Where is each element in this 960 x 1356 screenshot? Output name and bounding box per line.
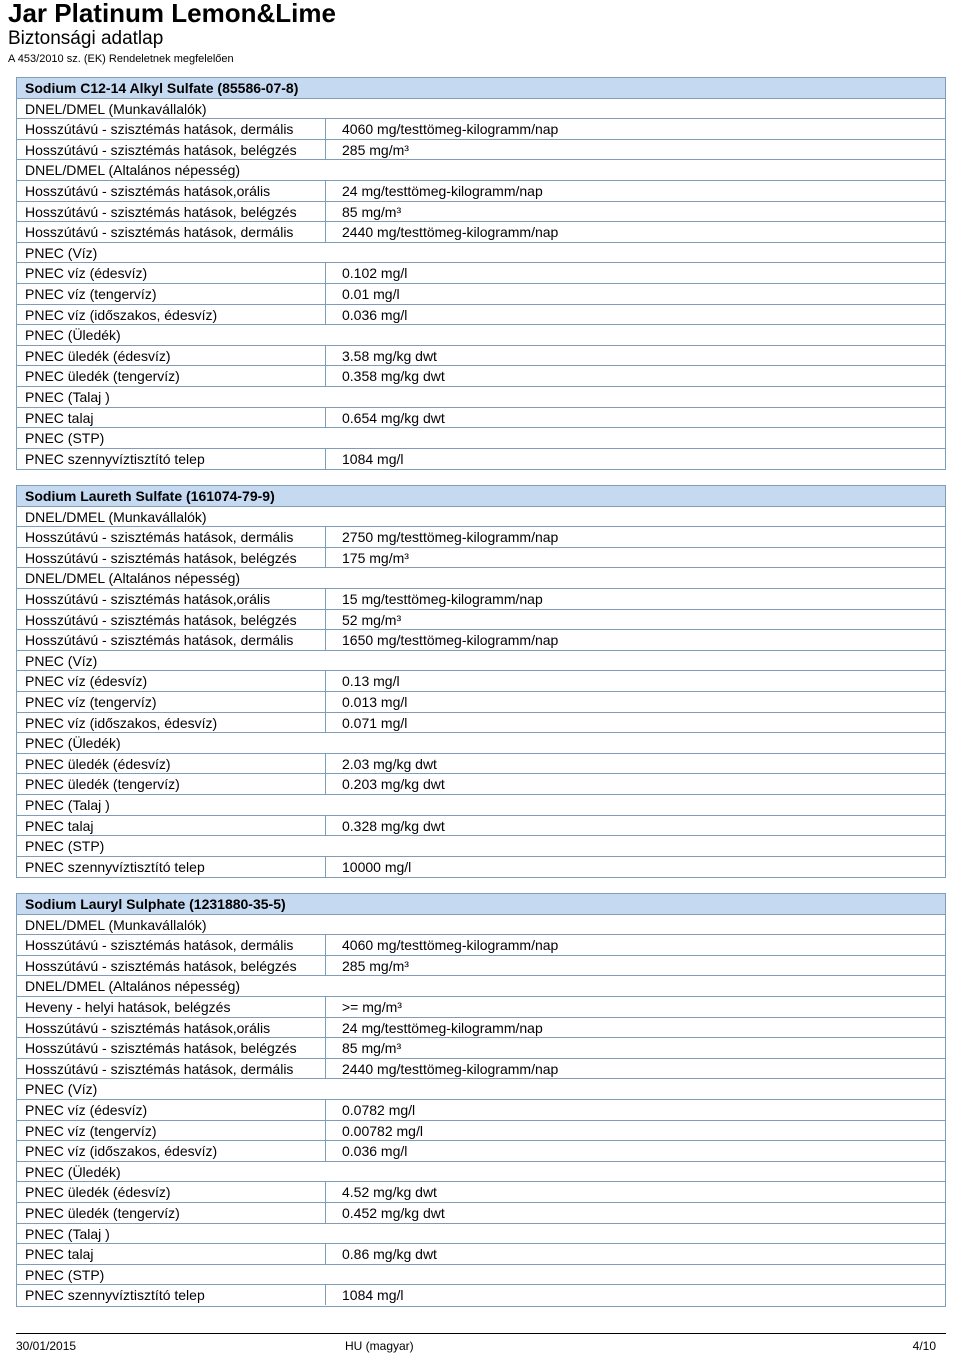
parameter-value: 0.036 mg/l [325, 1141, 407, 1161]
parameter-label: PNEC üledék (édesvíz) [25, 755, 171, 772]
parameter-row [17, 305, 945, 326]
parameter-value: 85 mg/m³ [325, 1038, 401, 1058]
parameter-value: 0.00782 mg/l [325, 1121, 423, 1141]
parameter-row [17, 1182, 945, 1203]
parameter-row [17, 1059, 945, 1080]
parameter-row [17, 997, 945, 1018]
parameter-label: PNEC szennyvíztisztító telep [25, 858, 205, 875]
substance-title-row [17, 894, 945, 915]
substance-table [16, 77, 946, 470]
category-label: DNEL/DMEL (Altalános népesség) [25, 978, 241, 995]
parameter-label: Hosszútávú - szisztémás hatások, dermális [25, 121, 294, 138]
parameter-label: Hosszútávú - szisztémás hatások, dermális [25, 1060, 294, 1077]
parameter-label: PNEC üledék (tengervíz) [25, 368, 180, 385]
parameter-row [17, 346, 945, 367]
parameter-value: 0.13 mg/l [325, 671, 400, 691]
parameter-label: Hosszútávú - szisztémás hatások, belégzés [25, 141, 297, 158]
parameter-label: Heveny - helyi hatások, belégzés [25, 998, 231, 1015]
parameter-label: PNEC víz (édesvíz) [25, 673, 148, 690]
regulation-note: A 453/2010 sz. (EK) Rendeletnek megfelelően [8, 53, 234, 65]
parameter-value: 4060 mg/testtömeg-kilogramm/nap [325, 119, 558, 139]
parameter-row [17, 119, 945, 140]
parameter-row [17, 774, 945, 795]
parameter-row [17, 1244, 945, 1265]
parameter-label: PNEC víz (édesvíz) [25, 1101, 148, 1118]
parameter-value: >= mg/m³ [325, 997, 402, 1017]
substance-title: Sodium Lauryl Sulphate (1231880-35-5) [25, 896, 286, 912]
parameter-value: 2750 mg/testtömeg-kilogramm/nap [325, 527, 558, 547]
category-label: DNEL/DMEL (Munkavállalók) [25, 508, 207, 525]
parameter-value: 1084 mg/l [325, 1285, 403, 1305]
parameter-value: 0.01 mg/l [325, 284, 400, 304]
parameter-value: 0.328 mg/kg dwt [325, 816, 445, 836]
parameter-label: PNEC szennyvíztisztító telep [25, 1287, 205, 1304]
parameter-row [17, 610, 945, 631]
parameter-label: Hosszútávú - szisztémás hatások, dermális [25, 224, 294, 241]
parameter-value: 285 mg/m³ [325, 956, 409, 976]
category-label: PNEC (Talaj ) [25, 1225, 110, 1242]
parameter-row [17, 181, 945, 202]
parameter-label: PNEC víz (időszakos, édesvíz) [25, 714, 218, 731]
parameter-row [17, 816, 945, 837]
category-row [17, 836, 945, 857]
category-label: PNEC (Talaj ) [25, 796, 110, 813]
parameter-label: PNEC víz (időszakos, édesvíz) [25, 1143, 218, 1160]
substance-title-row [17, 486, 945, 507]
parameter-value: 52 mg/m³ [325, 610, 401, 630]
category-row [17, 1079, 945, 1100]
parameter-row [17, 1018, 945, 1039]
parameter-row [17, 366, 945, 387]
parameter-label: PNEC víz (időszakos, édesvíz) [25, 306, 218, 323]
parameter-value: 2440 mg/testtömeg-kilogramm/nap [325, 222, 558, 242]
parameter-label: PNEC talaj [25, 1246, 94, 1263]
parameter-value: 24 mg/testtömeg-kilogramm/nap [325, 1018, 543, 1038]
parameter-label: PNEC üledék (tengervíz) [25, 1204, 180, 1221]
parameter-label: PNEC víz (tengervíz) [25, 693, 157, 710]
category-row [17, 99, 945, 120]
parameter-row [17, 713, 945, 734]
parameter-value: 0.013 mg/l [325, 692, 407, 712]
parameter-label: Hosszútávú - szisztémás hatások, dermális [25, 529, 294, 546]
parameter-value: 285 mg/m³ [325, 140, 409, 160]
parameter-label: Hosszútávú - szisztémás hatások, belégzés [25, 1040, 297, 1057]
parameter-row [17, 202, 945, 223]
substance-table [16, 485, 946, 878]
parameter-row [17, 1141, 945, 1162]
parameter-label: Hosszútávú - szisztémás hatások,orális [25, 590, 271, 607]
category-row [17, 243, 945, 264]
category-row [17, 1224, 945, 1245]
parameter-row [17, 935, 945, 956]
category-label: PNEC (STP) [25, 430, 105, 447]
category-row [17, 507, 945, 528]
parameter-value: 175 mg/m³ [325, 548, 409, 568]
parameter-value: 2.03 mg/kg dwt [325, 754, 437, 774]
category-label: PNEC (STP) [25, 838, 105, 855]
parameter-value: 0.452 mg/kg dwt [325, 1203, 445, 1223]
page-footer [16, 1333, 946, 1353]
parameter-row [17, 527, 945, 548]
parameter-row [17, 1121, 945, 1142]
parameter-value: 4.52 mg/kg dwt [325, 1182, 437, 1202]
parameter-label: PNEC szennyvíztisztító telep [25, 450, 205, 467]
parameter-label: Hosszútávú - szisztémás hatások, belégzés [25, 203, 297, 220]
parameter-label: PNEC víz (édesvíz) [25, 265, 148, 282]
parameter-value: 0.036 mg/l [325, 305, 407, 325]
footer-page-number: 4/10 [912, 1339, 936, 1353]
footer-language: HU (magyar) [345, 1339, 414, 1353]
parameter-label: PNEC víz (tengervíz) [25, 1122, 157, 1139]
parameter-label: Hosszútávú - szisztémás hatások,orális [25, 1019, 271, 1036]
parameter-value: 0.102 mg/l [325, 263, 407, 283]
category-label: DNEL/DMEL (Altalános népesség) [25, 570, 241, 587]
parameter-row [17, 956, 945, 977]
parameter-row [17, 1100, 945, 1121]
parameter-row [17, 408, 945, 429]
substance-title: Sodium C12-14 Alkyl Sulfate (85586-07-8) [25, 80, 299, 96]
parameter-row [17, 857, 945, 878]
parameter-value: 0.0782 mg/l [325, 1100, 415, 1120]
parameter-value: 15 mg/testtömeg-kilogramm/nap [325, 589, 543, 609]
parameter-value: 0.86 mg/kg dwt [325, 1244, 437, 1264]
category-label: PNEC (Üledék) [25, 735, 121, 752]
parameter-value: 1084 mg/l [325, 449, 403, 469]
parameter-value: 2440 mg/testtömeg-kilogramm/nap [325, 1059, 558, 1079]
category-label: DNEL/DMEL (Munkavállalók) [25, 916, 207, 933]
document-subtitle: Biztonsági adatlap [8, 28, 164, 49]
parameter-row [17, 548, 945, 569]
parameter-value: 24 mg/testtömeg-kilogramm/nap [325, 181, 543, 201]
category-label: DNEL/DMEL (Munkavállalók) [25, 100, 207, 117]
parameter-row [17, 692, 945, 713]
parameter-label: Hosszútávú - szisztémás hatások, dermális [25, 937, 294, 954]
parameter-row [17, 140, 945, 161]
parameter-label: PNEC talaj [25, 817, 94, 834]
parameter-row [17, 630, 945, 651]
category-label: PNEC (STP) [25, 1266, 105, 1283]
category-label: DNEL/DMEL (Altalános népesség) [25, 162, 241, 179]
parameter-label: Hosszútávú - szisztémás hatások,orális [25, 182, 271, 199]
category-row [17, 976, 945, 997]
category-label: PNEC (Üledék) [25, 327, 121, 344]
parameter-value: 0.071 mg/l [325, 713, 407, 733]
parameter-label: Hosszútávú - szisztémás hatások, belégzés [25, 957, 297, 974]
category-label: PNEC (Víz) [25, 244, 98, 261]
category-label: PNEC (Víz) [25, 1081, 98, 1098]
category-row [17, 325, 945, 346]
parameter-label: PNEC talaj [25, 409, 94, 426]
parameter-row [17, 222, 945, 243]
parameter-row [17, 1285, 945, 1306]
category-label: PNEC (Üledék) [25, 1163, 121, 1180]
category-label: PNEC (Víz) [25, 652, 98, 669]
parameter-value: 10000 mg/l [325, 857, 411, 877]
category-row [17, 733, 945, 754]
substance-title: Sodium Laureth Sulfate (161074-79-9) [25, 488, 275, 504]
parameter-label: PNEC üledék (édesvíz) [25, 347, 171, 364]
parameter-value: 4060 mg/testtömeg-kilogramm/nap [325, 935, 558, 955]
parameter-row [17, 1203, 945, 1224]
footer-date: 30/01/2015 [16, 1339, 77, 1353]
parameter-row [17, 284, 945, 305]
parameter-label: Hosszútávú - szisztémás hatások, belégzés [25, 611, 297, 628]
parameter-label: Hosszútávú - szisztémás hatások, belégzés [25, 549, 297, 566]
category-row [17, 795, 945, 816]
category-row [17, 428, 945, 449]
category-row [17, 387, 945, 408]
parameter-row [17, 754, 945, 775]
category-row [17, 1162, 945, 1183]
parameter-row [17, 263, 945, 284]
parameter-value: 85 mg/m³ [325, 202, 401, 222]
category-label: PNEC (Talaj ) [25, 388, 110, 405]
parameter-row [17, 449, 945, 470]
product-title: Jar Platinum Lemon&Lime [8, 0, 336, 28]
category-row [17, 915, 945, 936]
category-row [17, 160, 945, 181]
substance-title-row [17, 78, 945, 99]
parameter-label: PNEC üledék (tengervíz) [25, 776, 180, 793]
parameter-value: 3.58 mg/kg dwt [325, 346, 437, 366]
parameter-row [17, 589, 945, 610]
category-row [17, 1265, 945, 1286]
substance-table [16, 893, 946, 1307]
parameter-value: 0.203 mg/kg dwt [325, 774, 445, 794]
parameter-label: PNEC víz (tengervíz) [25, 285, 157, 302]
parameter-label: PNEC üledék (édesvíz) [25, 1184, 171, 1201]
parameter-row [17, 1038, 945, 1059]
category-row [17, 568, 945, 589]
parameter-value: 0.358 mg/kg dwt [325, 366, 445, 386]
parameter-label: Hosszútávú - szisztémás hatások, dermális [25, 632, 294, 649]
parameter-value: 1650 mg/testtömeg-kilogramm/nap [325, 630, 558, 650]
category-row [17, 651, 945, 672]
parameter-row [17, 671, 945, 692]
parameter-value: 0.654 mg/kg dwt [325, 408, 445, 428]
